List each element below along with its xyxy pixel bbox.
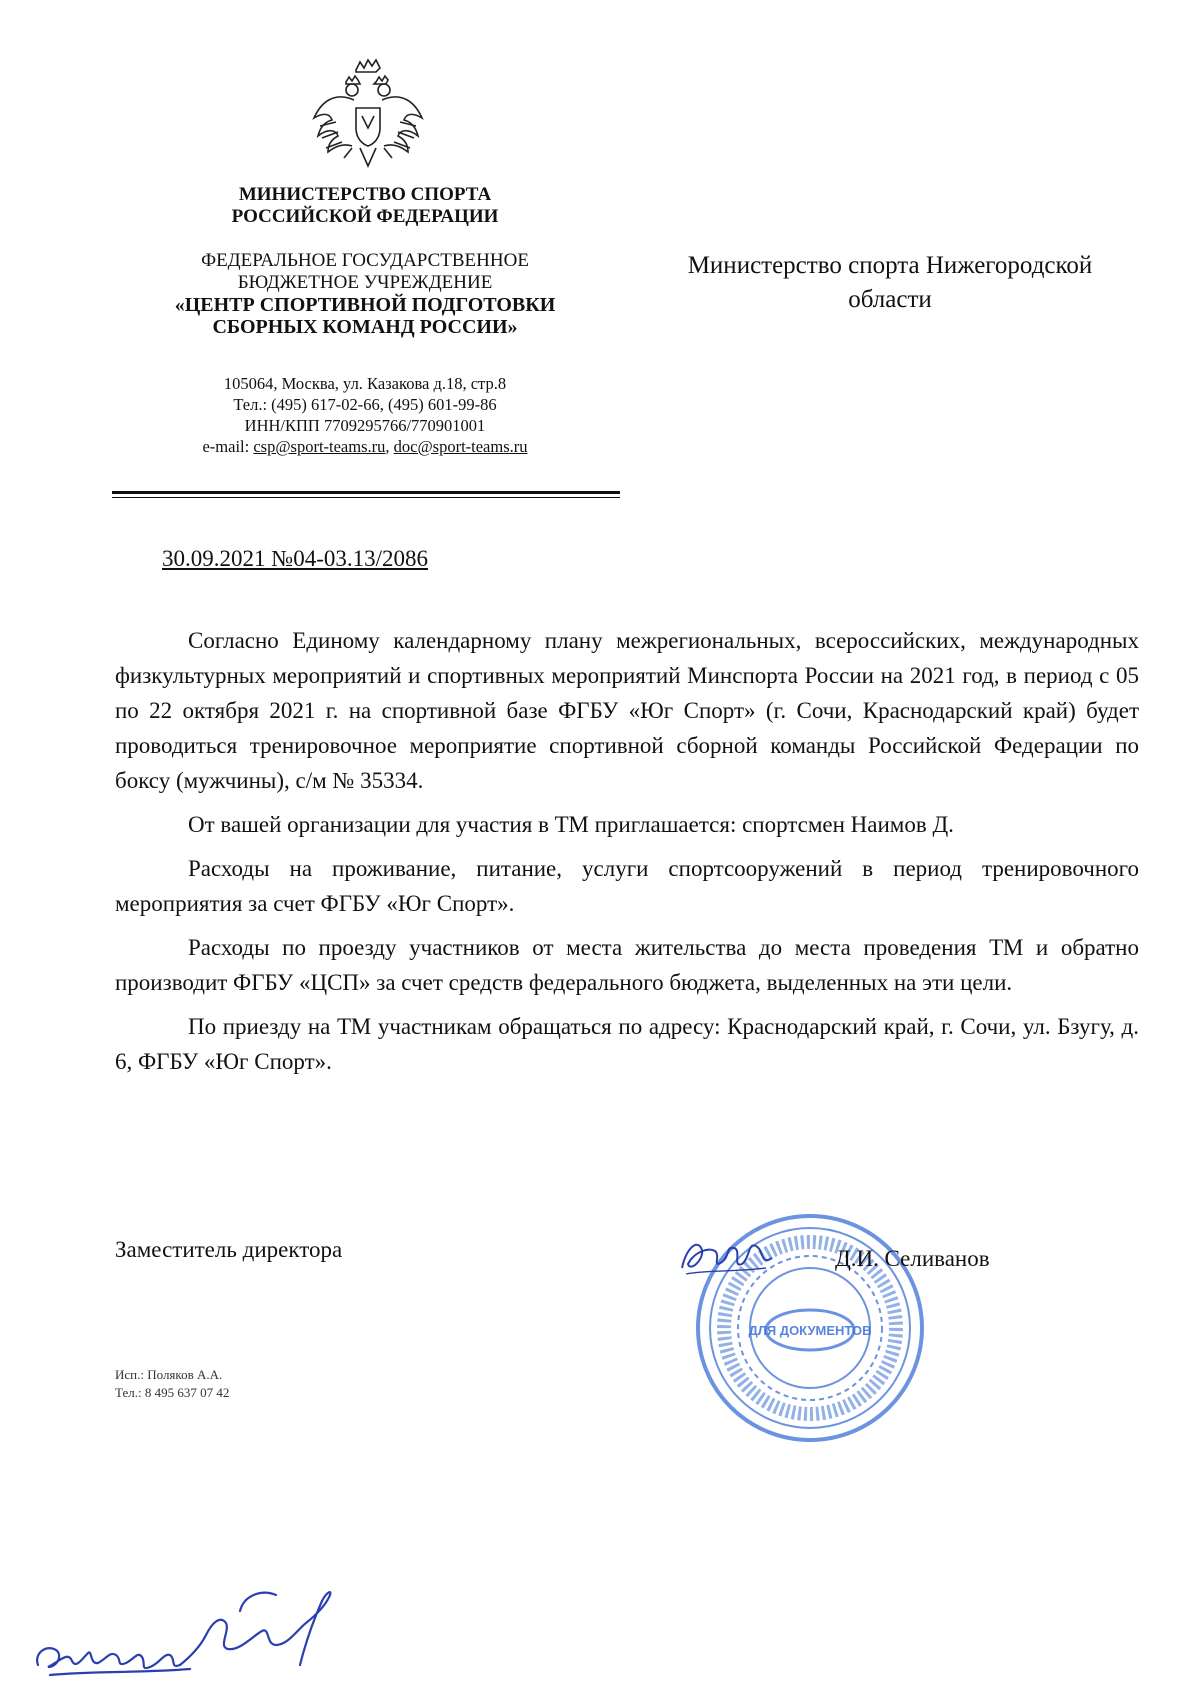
phone-text: Тел.: (495) 617-02-66, (495) 601-99-86 [233, 395, 497, 414]
address-text: 105064, Москва, ул. Казакова д.18, стр.8 [223, 374, 507, 393]
stamp-text: ДЛЯ ДОКУМЕНТОВ [748, 1323, 872, 1338]
email-link-csp[interactable]: csp@sport-teams.ru [253, 437, 386, 456]
email-line [95, 436, 635, 457]
signatory-title: Заместитель директора [115, 1237, 343, 1262]
institution-line-4: СБОРНЫХ КОМАНД РОССИИ» [212, 316, 518, 338]
coat-of-arms-icon [306, 56, 430, 180]
inn-text: ИНН/КПП 7709295766/770901001 [244, 416, 486, 435]
institution-line-3: «ЦЕНТР СПОРТИВНОЙ ПОДГОТОВКИ [174, 294, 556, 316]
ministry-name [95, 184, 635, 228]
signature-icon [676, 1228, 776, 1284]
ministry-line-2: РОССИЙСКОЙ ФЕДЕРАЦИИ [231, 206, 499, 227]
institution-line-2: БЮДЖЕТНОЕ УЧРЕЖДЕНИЕ [237, 272, 493, 293]
body-paragraph: Расходы по проезду участников от места жительства до места проведения ТМ и обратно производит ФГБУ «ЦСП» за счет средств федерального бюджета, выделенных на эти цели. [115, 935, 1139, 995]
body-paragraph: По приезду на ТМ участникам обращаться по адресу: Краснодарский край, г. Сочи, ул. Бзугу, д. 6, ФГБУ «Юг Спорт». [115, 1014, 1139, 1074]
header-divider-thin [112, 497, 620, 498]
handwritten-signature-icon [30, 1575, 360, 1690]
executor-name: Исп.: Поляков А.А. [115, 1367, 223, 1382]
email-link-doc[interactable]: doc@sport-teams.ru [393, 437, 528, 456]
institution-name [95, 250, 635, 338]
header-divider-thick [112, 491, 620, 494]
contact-block [95, 373, 635, 457]
body-paragraph: Согласно Единому календарному плану межрегиональных, всероссийских, международных физкультурных мероприятий и спортивных мероприятий Минспорта России на 2021 год, в период с 05 по 22 октября 2021 г. на спортивной базе ФГБУ «Юг Спорт» (г. Сочи, Краснодарский край) будет проводиться тренировочное мероприятие спортивной сборной команды Российской Федерации по боксу (мужчины), с/м № 35334. [115, 628, 1139, 793]
executor-phone: Тел.: 8 495 637 07 42 [115, 1385, 230, 1400]
document-date-number: 30.09.2021 №04-03.13/2086 [162, 546, 428, 571]
institution-line-1: ФЕДЕРАЛЬНОЕ ГОСУДАРСТВЕННОЕ [201, 250, 529, 271]
signatory-name: Д.И. Селиванов [835, 1246, 990, 1271]
email-label: e-mail: [202, 437, 254, 456]
addressee-line-1: Министерство спорта Нижегородской [687, 252, 1093, 279]
ministry-line-1: МИНИСТЕРСТВО СПОРТА [238, 184, 492, 205]
email-separator: , [385, 437, 394, 456]
executor-info [115, 1366, 229, 1402]
body-paragraph: Расходы на проживание, питание, услуги спортсооружений в период тренировочного мероприятия за счет ФГБУ «Юг Спорт». [115, 856, 1139, 916]
addressee-line-2: области [848, 286, 932, 313]
letter-body [115, 623, 1139, 1088]
body-paragraph: От вашей организации для участия в ТМ приглашается: спортсмен Наимов Д. [188, 812, 954, 837]
addressee [650, 249, 1130, 317]
